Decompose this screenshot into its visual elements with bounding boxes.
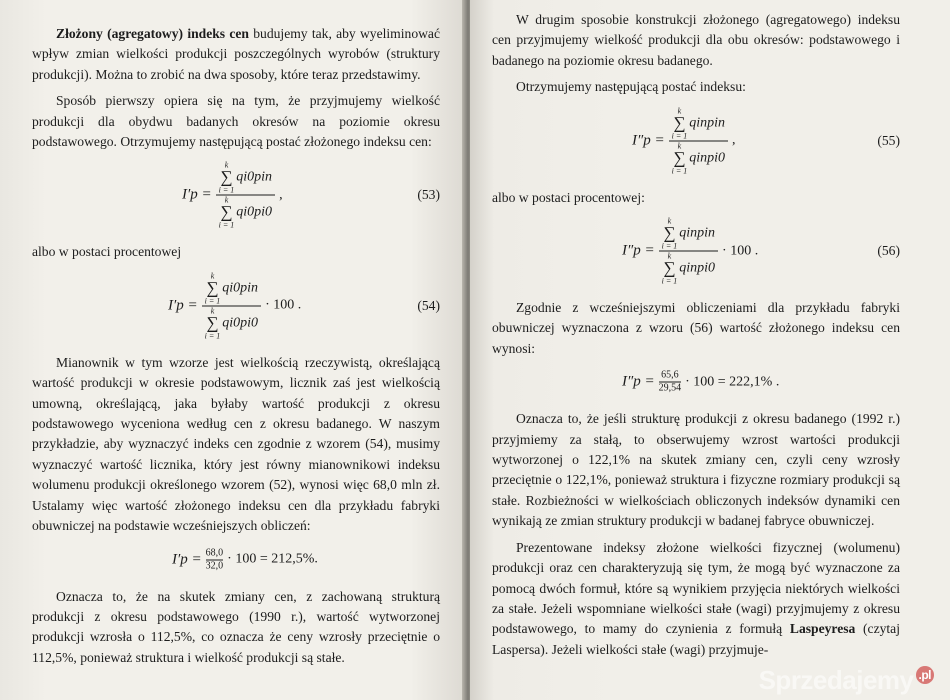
sum-symbol: k ∑ i = 1 (204, 271, 221, 306)
left-paragraph-1-text: budujemy tak, aby wyeliminować wpływ zmian wielkości produkcji poszczególnych wyrobów (struktury produkcji). Można to zrobić na dwa sposoby, które teraz przedstawimy. (32, 26, 441, 82)
formula-56-tail: · 100 . (722, 243, 759, 259)
formula-53-numerator: qi0pin (236, 169, 273, 185)
formula-54-numerator: qi0pin (222, 280, 259, 296)
equation-number-55: (55) (877, 132, 900, 148)
calculation-2-numerator: 65,6 (661, 369, 679, 381)
calculation-1-fraction (206, 547, 224, 572)
formula-55-fraction (669, 106, 728, 175)
calculation-1-denominator: 32,0 (205, 560, 224, 571)
sum-symbol: k ∑ i = 1 (218, 195, 235, 230)
right-paragraph-6-start: Prezentowane indeksy złożone wielkości fizycznej (wolumenu) produkcji oraz cen charakteryzują się tym, że mogą być wyznaczone za pomocą dwóch formuł, które są wynikiem przyjęcia niektórych wielkości za stałe. Jeżeli wspomniane wielkości stałe (wagi) przyjmujemy z okresu podstawowego, to mamy do czynienia z formułą (492, 539, 900, 637)
formula-55-numerator: qinpin (689, 115, 726, 131)
formula-53-tail: , (279, 187, 283, 203)
formula-54 (32, 269, 440, 343)
equation-number-56: (56) (877, 243, 900, 259)
sum-symbol: k ∑ i = 1 (218, 160, 235, 195)
right-paragraph-4: Zgodnie z wcześniejszymi obliczeniami dla przykładu fabryki obuwniczej wyznaczona z wzoru (56) wartość złożonego indeksu cen wynosi: (492, 300, 900, 356)
equation-number-54: (54) (417, 297, 440, 313)
sum-symbol: k ∑ i = 1 (671, 141, 688, 176)
left-paragraph-4: Mianownik w tym wzorze jest wielkością rzeczywistą, określającą wartość produkcji w okresie podstawowym, licznik zaś jest wielkością umowną, określającą, jaka byłaby wartość produkcji z okresu podstawowego wyceniona według cen z okresu badanego. W naszym przykładzie, aby wyznaczyć indeks cen zgodnie z wzorem (54), musimy wyznaczyć wartość licznika, który jest równy mianownikowi indeksu wolumenu produkcji określonego wzorem (52), wynosi więc 68,0 mln zł. Ustalamy więc wartość złożonego indeksu cen dla przykładu fabryki obuwniczej na podstawie wcześniejszych obliczeń: (32, 354, 440, 534)
formula-56 (492, 214, 900, 288)
right-paragraph-1: W drugim sposobie konstrukcji złożonego (agregatowego) indeksu cen przyjmujemy wielkość produkcji dla obu okresów: podstawowego i badanego na poziomie okresu badanego. (492, 12, 900, 68)
formula-53-denominator: qi0pi0 (236, 204, 273, 220)
formula-53-fraction (216, 161, 275, 230)
calculation-1 (32, 543, 440, 577)
left-paragraph-5: Oznacza to, że na skutek zmiany cen, z zachowaną strukturą produkcji z okresu podstawowego (1990 r.), wartość wytworzonej produkcji wzrosła o 112,5%, co oznacza że ceny wzrosły przeciętnie o 112,5%, ponieważ struktura i wielkość produkcji są stałe. (32, 588, 440, 665)
calculation-1-numerator: 68,0 (205, 547, 224, 558)
formula-54-lhs: I′p = (168, 297, 198, 314)
equation-number-53: (53) (417, 187, 440, 203)
formula-53-lhs: I′p = (182, 186, 212, 203)
sum-symbol: k ∑ i = 1 (671, 106, 688, 141)
formula-55-lhs: I″p = (632, 132, 665, 149)
calculation-1-lhs: I′p = (172, 551, 202, 567)
right-paragraph-3: albo w postaci procentowej: (492, 189, 645, 205)
formula-56-numerator: qinpin (679, 225, 716, 241)
formula-54-tail: · 100 . (265, 297, 302, 313)
formula-54-denominator: qi0pi0 (222, 315, 259, 331)
watermark-logo: Sprzedajemy $^{.pl}$ (759, 665, 934, 696)
formula-55 (492, 104, 900, 178)
right-paragraph-6 (492, 538, 900, 660)
formula-56-lhs: I″p = (622, 242, 655, 259)
calculation-2-denominator: 29,54 (658, 382, 682, 394)
calculation-2-fraction (659, 370, 682, 395)
formula-53 (32, 158, 440, 232)
formula-56-fraction (659, 217, 718, 286)
formula-55-tail: , (732, 132, 736, 148)
right-page (470, 0, 950, 700)
formula-56-denominator: qinpi0 (679, 260, 716, 276)
sum-symbol: k ∑ i = 1 (661, 251, 678, 286)
calculation-1-result: · 100 = 212,5%. (227, 551, 318, 567)
right-paragraph-2: Otrzymujemy następującą postać indeksu: (516, 79, 746, 95)
left-page (0, 0, 466, 700)
term-laspeyres: Laspeyresa (789, 621, 856, 637)
right-paragraph-6-end: (czytaj Laspersa). Jeżeli wielkości stałe (wagi) przyjmuje- (492, 621, 900, 657)
formula-55-denominator: qinpi0 (689, 150, 726, 166)
formula-54-fraction (202, 271, 261, 340)
left-paragraph-1 (32, 24, 440, 85)
term-price-index: Złożony (agregatowy) indeks cen (56, 26, 249, 41)
calculation-2-lhs: I″p = (622, 373, 655, 390)
sum-symbol: k ∑ i = 1 (661, 216, 678, 251)
left-paragraph-2: Sposób pierwszy opiera się na tym, że przyjmujemy wielkość produkcji dla obydwu badanych okresów na poziomie okresu podstawowego. Otrzymujemy następującą postać złożonego indeksu cen: (32, 93, 440, 150)
calculation-2-result: · 100 = 222,1% . (685, 374, 780, 390)
calculation-2 (492, 365, 900, 399)
right-paragraph-5: Oznacza to, że jeśli strukturę produkcji z okresu badanego (1992 r.) przyjmiemy za stałą, to obserwujemy wzrost wartości produkcji wytworzonej o 122,1% na skutek zmiany cen, czyli ceny wzrosły przeciętnie o 122,1%, ponieważ struktura i fizyczne rozmiary produkcji są stałe. Rozbieżności w wielkościach obliczonych indeksów dynamiki cen wynikają ze zmian struktury produkcji w badanej fabryce obuwniczej. (492, 411, 900, 529)
left-paragraph-3: albo w postaci procentowej (32, 244, 182, 260)
sum-symbol: k ∑ i = 1 (204, 306, 221, 341)
